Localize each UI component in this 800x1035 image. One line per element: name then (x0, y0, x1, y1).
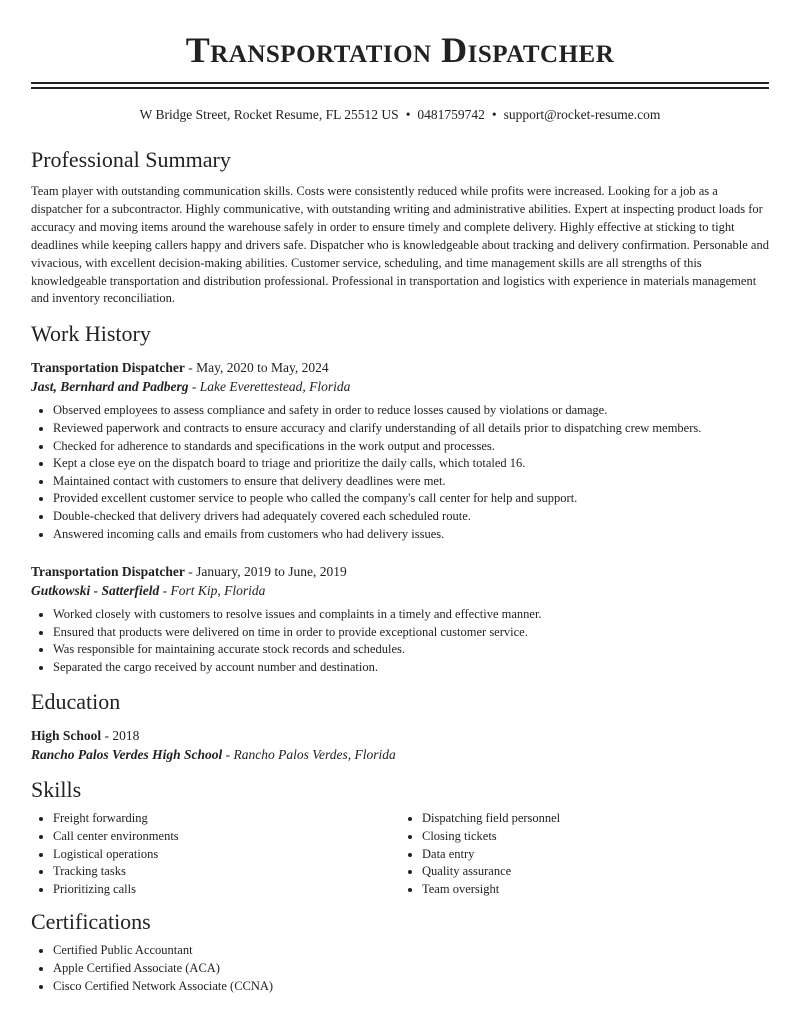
summary-heading: Professional Summary (31, 147, 231, 172)
job-title: Transportation Dispatcher (31, 360, 185, 376)
list-item: • Reviewed paperwork and contracts to ensure accuracy and clarify understanding of all details prior to dispatching crew members. (53, 420, 769, 438)
skill-item: • Closing tickets (422, 828, 769, 846)
skill-item: • Quality assurance (422, 863, 769, 881)
summary-text: Team player with outstanding communication skills. Costs were consistently reduced while profits were increased. Looking for a job as a dispatcher for a subcontractor. Highly communicative, with outstanding writing and administrative abilities. Expert at inspecting product loads for accuracy and moving items around the warehouse safely in order to ensure timely and complete delivery. Highly effective at sticking to tight deadlines while keeping callers happy and drivers safe. Dispatcher who is knowledgeable about tracking and delivery confirmation. Personable and vivacious, with excellent decision-making abilities. Customer service, scheduling, and time management skills are all strengths of this knowledgeable transportation and distribution professional. Professional in transportation and logistics with experience in materials management and inventory reconciliation. (31, 184, 769, 306)
contact-phone: 0481759742 (417, 107, 485, 122)
contact-separator: • (405, 107, 411, 122)
skills-column-left (31, 810, 400, 898)
employer-line (31, 581, 769, 600)
skills-heading: Skills (31, 777, 82, 803)
work-history-heading: Work History (31, 321, 151, 347)
education-entry (31, 726, 769, 764)
employer-name: Jast, Bernhard and Padberg (31, 379, 189, 395)
resume-title: Transportation Dispatcher (185, 30, 615, 70)
list-item: • Provided excellent customer service to people who called the company's call center for help and support. (53, 490, 769, 508)
job-title: Transportation Dispatcher (31, 564, 185, 580)
contact-address: W Bridge Street, Rocket Resume, FL 25512 US (139, 107, 399, 122)
list-item: • Observed employees to assess compliance and safety in order to reduce losses caused by violations or damage. (53, 402, 769, 420)
school-name: Rancho Palos Verdes High School (31, 747, 223, 763)
header-divider-top (31, 82, 769, 84)
certification-item: • Certified Public Accountant (53, 942, 769, 960)
skill-item: • Data entry (422, 846, 769, 864)
school-location: - Rancho Palos Verdes, Florida (222, 747, 396, 763)
header-divider-bottom (31, 87, 769, 89)
list-item: • Maintained contact with customers to ensure that delivery deadlines were met. (53, 473, 769, 491)
skill-item: • Freight forwarding (53, 810, 400, 828)
skill-item: • Team oversight (422, 881, 769, 899)
skills-grid (31, 810, 769, 898)
skill-item: • Logistical operations (53, 846, 400, 864)
skills-column-right (400, 810, 769, 898)
job-dates: - May, 2020 to May, 2024 (184, 360, 329, 376)
degree: High School (31, 728, 102, 744)
job-entry (31, 358, 769, 543)
list-item: • Worked closely with customers to resolve issues and complaints in a timely and effective manner. (53, 606, 769, 624)
education-heading: Education (31, 689, 121, 715)
certification-item: • Apple Certified Associate (ACA) (53, 960, 769, 978)
skill-item: • Call center environments (53, 828, 400, 846)
employer-line (31, 377, 769, 396)
list-item: • Double-checked that delivery drivers had adequately covered each scheduled route. (53, 508, 769, 526)
list-item: • Ensured that products were delivered on time in order to provide exceptional customer service. (53, 624, 769, 642)
skill-item: • Prioritizing calls (53, 881, 400, 899)
employer-location: - Fort Kip, Florida (159, 583, 266, 599)
school-line (31, 745, 769, 764)
certifications-heading: Certifications (31, 909, 151, 935)
degree-line (31, 726, 769, 745)
job-dates: - January, 2019 to June, 2019 (184, 564, 347, 580)
job-bullets (31, 606, 769, 676)
list-item: • Kept a close eye on the dispatch board to triage and prioritize the daily calls, which totaled 16. (53, 455, 769, 473)
contact-line (31, 106, 769, 124)
certification-item: • Cisco Certified Network Associate (CCNA) (53, 978, 769, 996)
skill-item: • Dispatching field personnel (422, 810, 769, 828)
graduation-year: - 2018 (101, 728, 140, 744)
list-item: • Answered incoming calls and emails from customers who had delivery issues. (53, 526, 769, 544)
list-item: • Checked for adherence to standards and specifications in the work output and processes. (53, 438, 769, 456)
contact-email[interactable]: support@rocket-resume.com (503, 107, 661, 122)
job-entry (31, 562, 769, 676)
job-title-line (31, 562, 769, 581)
job-title-line (31, 358, 769, 377)
skill-item: • Tracking tasks (53, 863, 400, 881)
job-bullets (31, 402, 769, 543)
list-item: • Was responsible for maintaining accurate stock records and schedules. (53, 641, 769, 659)
contact-separator: • (491, 107, 497, 122)
list-item: • Separated the cargo received by account number and destination. (53, 659, 769, 677)
employer-location: - Lake Everettestead, Florida (188, 379, 351, 395)
employer-name: Gutkowski - Satterfield (31, 583, 160, 599)
certifications-list (31, 942, 769, 995)
